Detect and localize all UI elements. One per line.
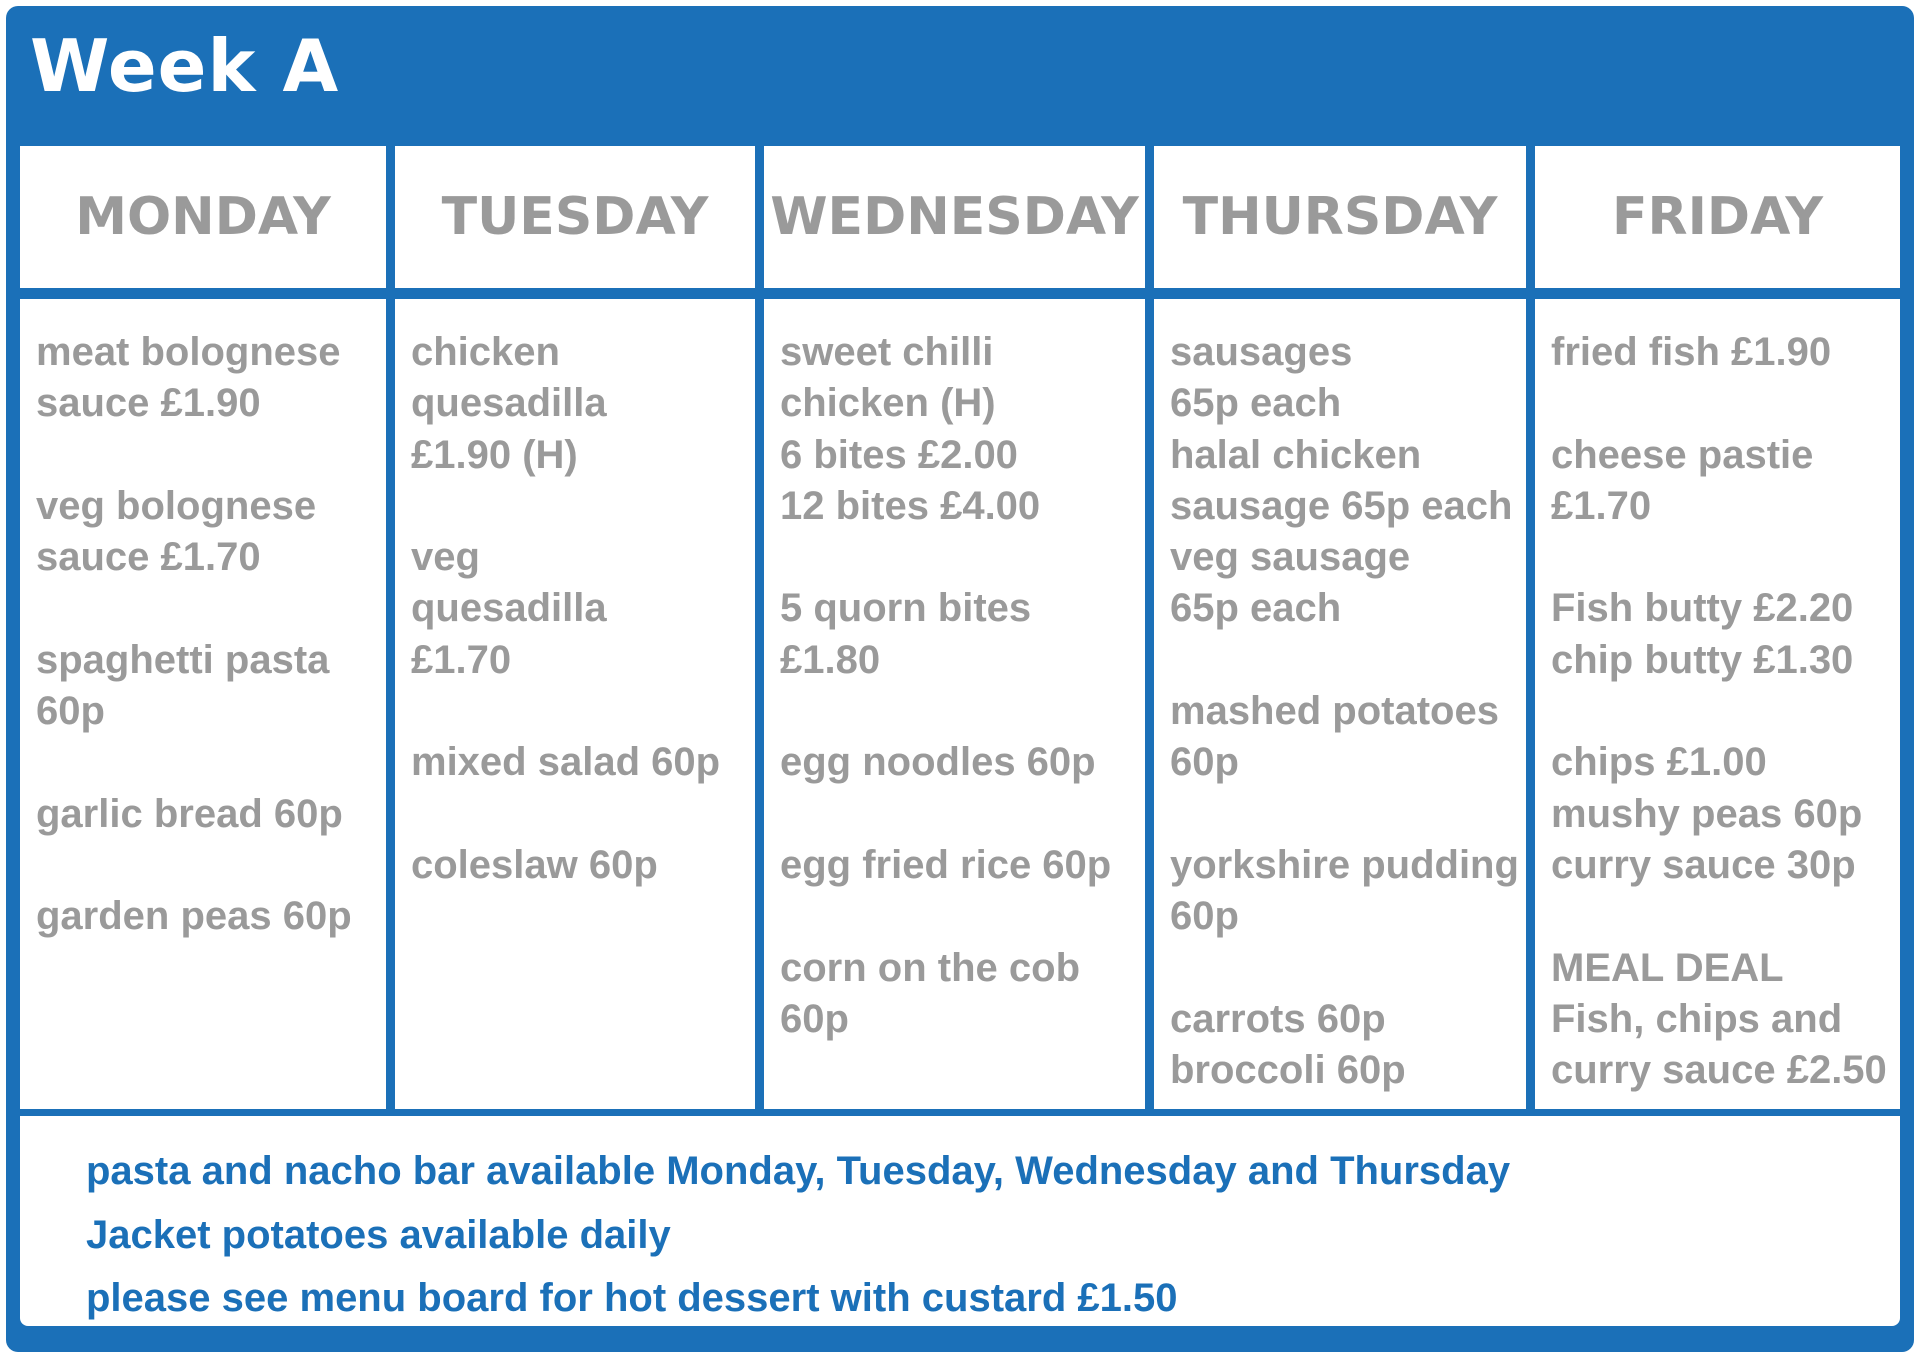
menu-item: chicken (H) [780,381,996,426]
menu-item: Fish butty £2.20 [1551,586,1854,631]
menu-item: mashed potatoes [1170,689,1499,734]
menu-monday [20,299,386,1109]
spacer [36,737,386,788]
header-wednesday [764,146,1145,288]
spacer [1170,635,1526,686]
menu-item: veg [411,535,480,580]
footer-notes [20,1116,1900,1326]
header-monday [20,146,386,288]
footer-line: Jacket potatoes available daily [86,1212,671,1257]
spacer [36,583,386,634]
header-thursday [1154,146,1526,288]
menu-item: egg fried rice 60p [780,842,1112,887]
menu-item: cheese pastie [1551,432,1814,477]
menu-item: sauce £1.70 [36,535,261,580]
menu-item: £1.80 [780,637,881,682]
menu-item: 12 bites £4.00 [780,483,1041,528]
footer-line: pasta and nacho bar available Monday, Tuesday, Wednesday and Thursday [86,1149,1511,1193]
spacer [1551,891,1900,942]
spacer [411,481,755,532]
menu-item: quesadilla [411,586,607,631]
menu-item: yorkshire pudding [1170,842,1519,887]
day-name: WEDNESDAY [770,187,1139,247]
menu-item: veg bolognese [36,483,317,528]
menu-item: halal chicken [1170,432,1422,477]
menu-item: veg sausage [1170,535,1411,580]
menu-item: sauce £1.90 [36,381,261,426]
menu-item: 65p each [1170,586,1342,631]
menu-item: garden peas 60p [36,894,352,939]
menu-item: chips £1.00 [1551,740,1767,785]
spacer [780,789,1145,840]
spacer [1551,532,1900,583]
menu-item: curry sauce 30p [1551,842,1856,887]
menu-item: 60p [780,996,849,1041]
menu-item: quesadilla [411,381,607,426]
menu-item: Fish, chips and [1551,996,1843,1041]
day-name: MONDAY [75,187,331,247]
menu-item: broccoli 60p [1170,1048,1406,1093]
week-title: Week A [30,24,340,108]
spacer [780,686,1145,737]
menu-item: carrots 60p [1170,996,1386,1041]
menu-tuesday [395,299,755,1109]
menu-item: £1.70 [1551,483,1652,528]
day-name: FRIDAY [1612,187,1823,247]
menu-item: 60p [36,689,105,734]
day-name: TUESDAY [441,187,709,247]
spacer [411,789,755,840]
menu-item: garlic bread 60p [36,791,343,836]
menu-item: spaghetti pasta [36,637,330,682]
spacer [780,891,1145,942]
spacer [780,532,1145,583]
menu-item: 6 bites £2.00 [780,432,1018,477]
menu-item: chip butty £1.30 [1551,637,1854,682]
footer-line: please see menu board for hot dessert with custard £1.50 [86,1276,1178,1320]
spacer [1170,789,1526,840]
menu-item: curry sauce £2.50 [1551,1048,1887,1093]
menu-item: meat bolognese [36,330,341,374]
spacer [1551,378,1900,429]
menu-item: 65p each [1170,381,1342,426]
menu-item: sweet chilli [780,330,994,374]
menu-friday [1535,299,1900,1109]
menu-item: 60p [1170,740,1239,785]
menu-item: mixed salad 60p [411,740,721,785]
header-tuesday [395,146,755,288]
menu-item: fried fish £1.90 [1551,330,1832,374]
menu-item: corn on the cob [780,945,1080,990]
menu-item: mushy peas 60p [1551,791,1863,836]
header-friday [1535,146,1900,288]
spacer [36,430,386,481]
day-name: THURSDAY [1182,187,1498,247]
menu-item: egg noodles 60p [780,740,1096,785]
menu-item: £1.70 [411,637,512,682]
spacer [1551,686,1900,737]
menu-item: sausages [1170,330,1353,374]
spacer [1170,943,1526,994]
menu-item: MEAL DEAL [1551,945,1784,990]
menu-thursday [1154,299,1526,1109]
menu-item: coleslaw 60p [411,842,658,887]
menu-item: 60p [1170,894,1239,939]
menu-item: 5 quorn bites [780,586,1032,631]
menu-item: sausage 65p each [1170,483,1513,528]
menu-wednesday [764,299,1145,1109]
menu-item: chicken [411,330,560,374]
spacer [36,840,386,891]
spacer [411,686,755,737]
menu-item: £1.90 (H) [411,432,578,477]
